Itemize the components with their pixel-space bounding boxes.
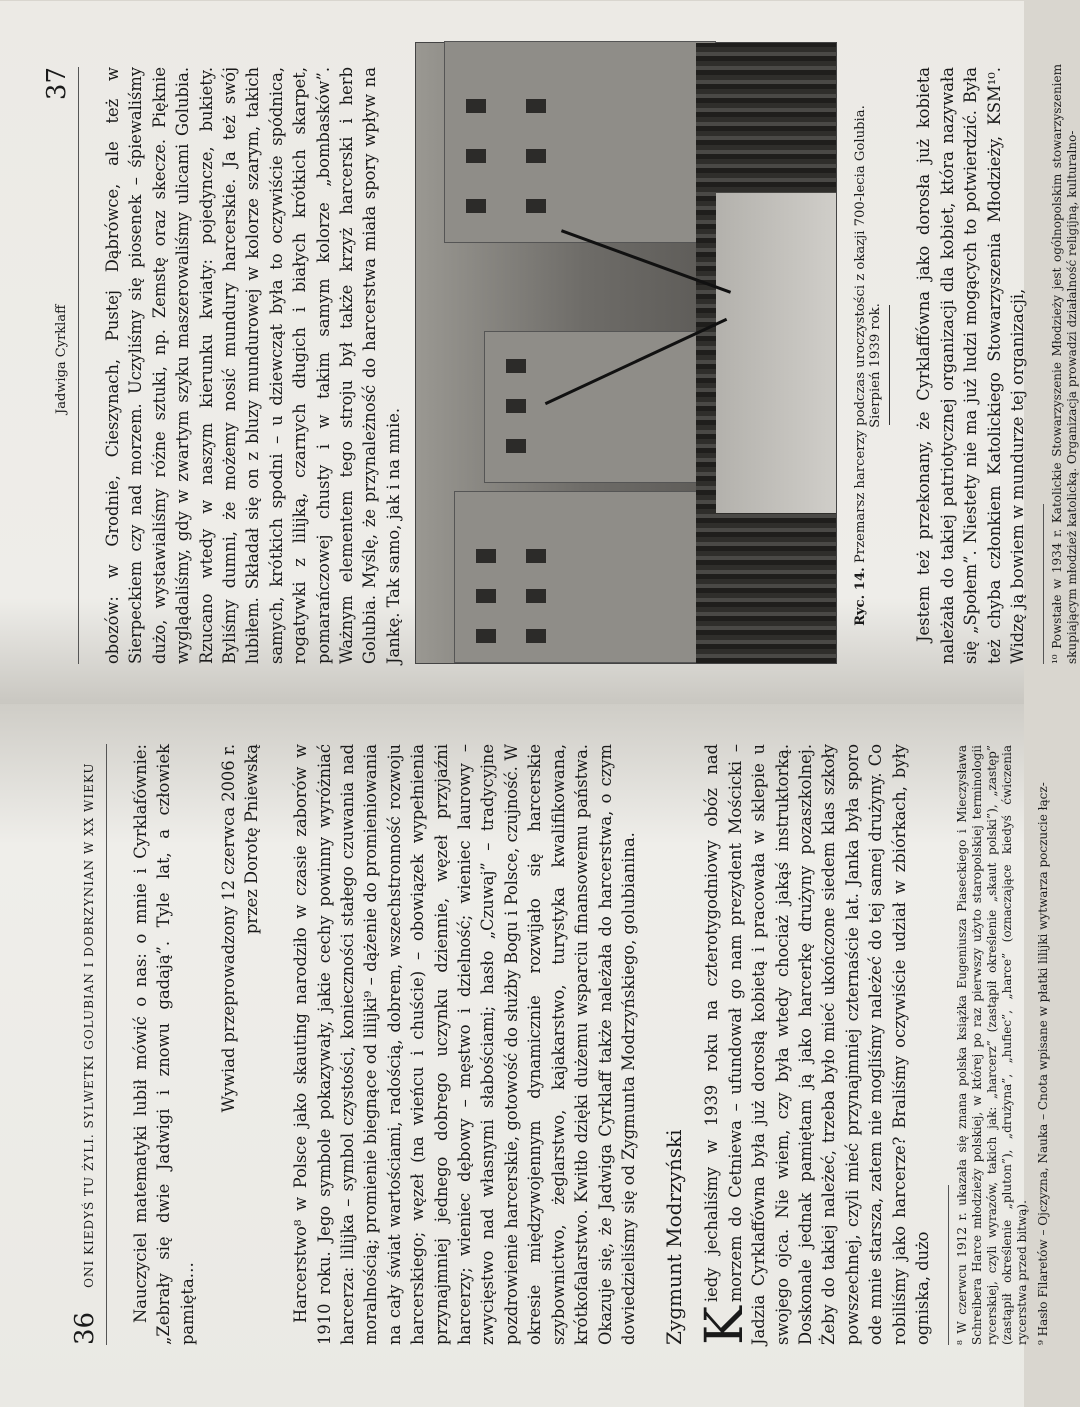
photo-window <box>466 149 486 163</box>
footnote-rule-right <box>1043 504 1044 664</box>
photo-window <box>506 439 526 453</box>
footnote-10: ¹⁰ Powstałe w 1934 r. Katolickie Stowarzyszenie Młodzieży jest ogólnopolskim stowarzyszeniem skupiającym młodzież katolicką. Organizacja prowadzi działalność religijną, kulturalno- <box>1050 64 1080 664</box>
credit-line-2: przez Dorotę Pniewską <box>242 744 262 935</box>
photo-window <box>526 629 546 643</box>
footnote-rule <box>948 1185 949 1345</box>
running-header-left <box>70 744 107 1345</box>
page-number-left: 36 <box>70 1311 100 1345</box>
caption-label: Ryc. 14. <box>853 567 869 626</box>
left-page <box>0 704 1051 1407</box>
page-number-right: 37 <box>42 67 72 101</box>
footnote-9: ⁹ Hasło Filaretów – Ojczyzna, Nauka – Cnota wpisane w płatki lilijki wytwarza poczucie łącz- <box>1036 782 1051 1345</box>
photo-window <box>466 199 486 213</box>
running-header-right <box>42 67 79 664</box>
closing-paragraph: Jestem też przekonany, że Cyrklaffówna jako dorosła już kobieta należała do takiej patriotycznej organizacji dla kobiet, która nazywała się „Społem”. Niestety nie ma już ludzi mogących to potwierdzić. Była też chyba członkiem Katolickiego Stowarzyszenia Młodzieży, KSM¹⁰. Widzę ją bowiem w mundurze tej organizacji, <box>914 67 1027 664</box>
credit-line-1: Wywiad przeprowadzony 12 czerwca 2006 r. <box>219 744 239 1113</box>
harcerstwo-paragraph: Harcerstwo⁸ w Polsce jako skauting narodziło w czasie zaborów w 1910 roku. Jego symbole pokazywały, jakie cechy powinny wyróżniać harcerza: lilijka – symbol czystości, konieczności stałego czuwania nad moralnością; promienie biegnące od lilijki⁹ – dążenie do promieniowania na cały świat wartościami, radością, dobrem, wszechstronność rozwoju harcerskiego; węzeł (na wieńcu i chuście) – obowiązek wypełnienia przynajmniej jednego dobrego uczynku dziennie, węzeł przyjaźni harcerzy; wieniec dębowy – męstwo i dzielność; wieniec laurowy – zwycięstwo nad własnymi słabościami; hasło „Czuwaj” – tradycyjne pozdrowienie harcerskie, gotowość do służby Bogu i Polsce, czujność. W okresie międzywojennym dynamicznie rozwijało się harcerskie szybownictwo, żeglarstwo, kajakarstwo, turystyka kwalifikowana, krótkofalarstwo. Kwitło dzięki dużemu wsparciu finansowemu państwa. Okazuje się, że Jadwiga Cyrklaff także należała do harcerstwa, o czym dowiedzieliśmy się od Zygmunta Modrzyńskiego, golubianina. <box>291 744 638 1345</box>
photo-window <box>476 549 496 563</box>
photo-window <box>476 589 496 603</box>
photo-caption <box>853 67 883 664</box>
intro-paragraph: Nauczyciel matematyki lubił mówić o nas: o mnie i Cyrklafównie: „Zebrały się dwie Jadwigi i znowu gadają”. Tyle lat, a człowiek pamięta… <box>131 744 197 1345</box>
photo-window <box>526 99 546 113</box>
caption-text: Przemarsz harcerzy podczas uroczystości z okazji 700-lecia Golubia. <box>853 105 869 564</box>
caption-date: Sierpień 1939 rok. <box>868 303 884 428</box>
photo-window <box>506 399 526 413</box>
right-page <box>0 1 1080 704</box>
photo-window <box>506 359 526 373</box>
photo-window <box>526 199 546 213</box>
photo-window <box>526 549 546 563</box>
footnote-8: ⁸ W czerwcu 1912 r. ukazała się znana polska książka Eugeniusza Piaseckiego i Mieczysława Schreibera Harce młodzieży polskiej, w której po raz pierwszy użyto staropolskiej terminologii rycerskiej, czyli wyrazów, takich jak: „harcerz” (zastąpił określenie „skaut polski”), „zastęp” (zastąpił określenie „pluton”), „drużyna”, „hufiec”, „harce” (oznaczające kiedyś ćwiczenia rycerstwa przed bitwą). <box>955 745 1030 1345</box>
interview-credit <box>217 744 263 1345</box>
camp-paragraph: obozów: w Grodnie, Cieszynach, Pustej Dąbrówce, ale też w Sierpeckiem czy nad morzem. Uczyliśmy się piosenek – śpiewaliśmy dużo, wystawialiśmy różne sztuki, np. Zemstę oraz skecze. Pięknie wyglądaliśmy, gdy w zwartym szyku maszerowaliśmy ulicami Golubia. Rzucano wtedy w naszym kierunku kwiaty: pojedyncze, bukiety. Byliśmy dumni, że możemy nosić mundury harcerskie. Ja też swój lubiłem. Składał się on z bluzy mundurowej w kolorze szarym, takich samych, krótkich spodni – u dziewcząt była to oczywiście spódnica, rogatywki z lilijką, czarnych długich i białych krótkich skarpet, pomarańczowej chusty i w takim samym kolorze „bombasków”. Ważnym elementem tego stroju był także krzyż harcerski i herb Golubia. Myślę, że przynależność do harcerstwa miała spory wpływ na Jankę. Tak samo, jak i na mnie. <box>103 67 403 664</box>
photo-street <box>716 193 836 513</box>
running-title-left: ONI KIEDYŚ TU ŻYLI. SYLWETKI GOLUBIAN I DOBRZYNIAN W XX WIEKU <box>82 762 96 1288</box>
photo-window <box>466 99 486 113</box>
caption-rule <box>889 306 890 426</box>
story-paragraph: Kiedy jechaliśmy w 1939 roku na czterotygodniowy obóz nad morzem do Cetniewa – ufundował go nam prezydent Mościcki – Jadzia Cyrklaffówna była już dorosłą kobietą i pracowała w sklepie u swojego ojca. Nie wiem, czy była wtedy chociaż jakąś instruktorką. Doskonale jednak pamiętam ją jako harcerkę drużyny pozaszkolnej. Żeby do takiej należeć, trzeba było mieć ukończone siedem klas szkoły powszechnej, czyli mieć przynajmniej czternaście lat. Janka była sporo ode mnie starsza, zatem nie mogliśmy należeć do tej samej drużyny. Co robiliśmy jako harcerze? Braliśmy oczywiście udział w zbiórkach, były ogniska, dużo <box>695 744 932 1345</box>
photo-window <box>526 149 546 163</box>
running-title-right: Jadwiga Cyrklaff <box>54 304 69 414</box>
parade-photo <box>415 42 837 664</box>
photo-window <box>526 589 546 603</box>
photo-window <box>476 629 496 643</box>
section-heading: Zygmunt Modrzyński <box>662 1129 687 1345</box>
